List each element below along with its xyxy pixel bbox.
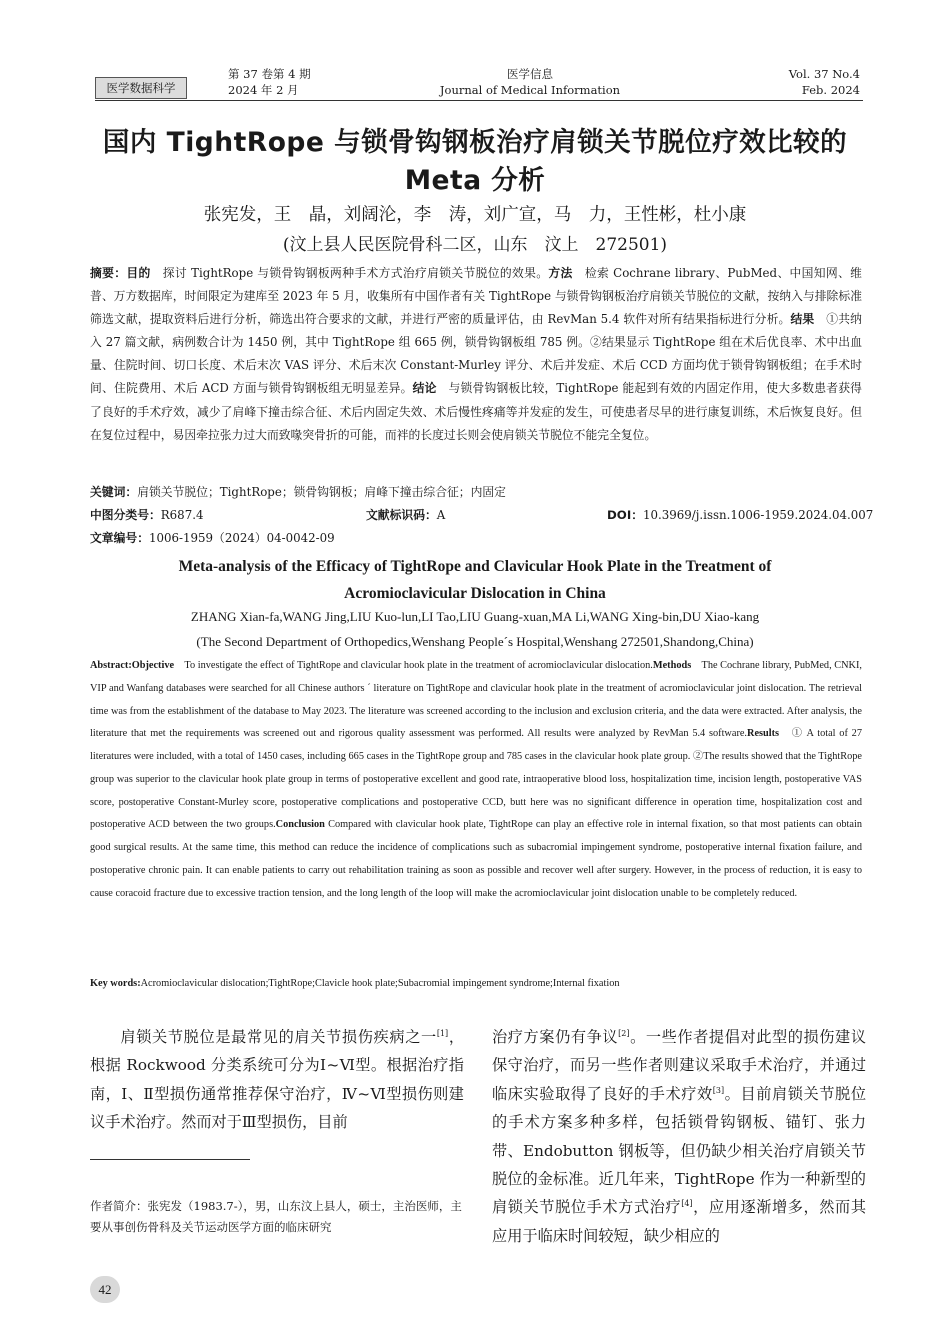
document-code — [366, 504, 445, 526]
abstract-en-label: Abstract: — [90, 660, 132, 671]
header-journal — [380, 66, 680, 98]
body-right-text-d: ，应用逐渐增多，然而其应用于临床时间较短，缺少相应的 — [492, 1198, 867, 1245]
objective-label-en: Objective — [131, 660, 175, 671]
conclusion-label-cn: 结论 — [412, 381, 437, 396]
body-right-text-a: 治疗方案仍有争议 — [492, 1028, 619, 1046]
section-label: 医学数据科学 — [95, 77, 187, 99]
body-right-text-c: 。目前肩锁关节脱位的手术方案多种多样，包括锁骨钩钢板、锚钉、张力带、Endobutton 钢板等，但仍缺少相关治疗肩锁关节脱位的金标准。近几年来，TightRope 作为一种新型的肩锁关节脱位手术方式治疗 — [492, 1084, 867, 1217]
affiliation: (汶上县人民医院骨科二区，山东 汶上 272501) — [282, 235, 668, 255]
objective-cn: 探讨 TightRope 与锁骨钩钢板两种手术方式治疗肩锁关节脱位的效果。 — [150, 266, 549, 280]
methods-en: The Cochrane library, PubMed, CNKI, VIP and Wanfang databases were searched for all Chinese authors ´ literature on TightRope and clavicular hook plate in the treatment of acromioclavicular joint dislocation. The retrieval time was from the establishment of the database to May 2023. The literature was screened according to the inclusion and exclusion criteria, and the data were extracted. After analysis, the literature that met the requirements was screened out and rigorous quality assessment was performed. All results were analyzed by RevMan 5.4 software. — [90, 660, 862, 740]
doi — [607, 504, 873, 526]
conclusion-cn: 与锁骨钩钢板比较，TightRope 能起到有效的内固定作用，使大多数患者获得了良好的手术疗效，减少了肩峰下撞击综合征、术后内固定失效、术后慢性疼痛等并发症的发生，可使患者尽早的进行康复训练，术后恢复良好。但在复位过程中，易因牵拉张力过大而致喙突骨折的可能，而袢的长度过长则会使肩锁关节脱位不能完全复位。 — [90, 381, 862, 442]
title-line-1: 国内 TightRope 与锁骨钩钢板治疗肩锁关节脱位疗效比较的 — [102, 127, 848, 158]
abstract-cn — [90, 262, 862, 447]
keywords-en-text: Acromioclavicular dislocation;TightRope;Clavicle hook plate;Subacromial impingement syndrome;Internal fixation — [140, 978, 620, 989]
title-en-line-2: Acromioclavicular Dislocation in China — [344, 585, 606, 602]
body-column-left — [90, 1023, 464, 1137]
conclusion-en: Compared with clavicular hook plate, TightRope can play an effective role in internal fixation, so that most patients can obtain good surgical results. At the same time, this method can reduce the incidence of complications such as subacromial impingement syndrome, postoperative internal fixation failure, and postoperative chronic pain. It can enable patients to carry out rehabilitation training as soon as possible and recover well after surgery. However, in the process of reduction, it is easy to cause coracoid fracture due to excessive traction tension, and the long length of the loop will make the acromioclavicular joint dislocation unable to be completely reduced. — [90, 819, 862, 899]
header-volume-en — [789, 66, 860, 98]
header-volume-cn — [228, 66, 311, 98]
author-list: 张宪发，王 晶，刘阔沦，李 涛，刘广宣，马 力，王性彬，杜小康 — [203, 205, 747, 225]
abstract-en — [90, 655, 862, 906]
results-label-en: Results — [747, 728, 780, 740]
page-number: 42 — [90, 1276, 120, 1303]
article-number — [90, 527, 335, 549]
date-cn: 2024 年 2 月 — [228, 83, 299, 97]
keywords-cn-text: 肩锁关节脱位；TightRope；锁骨钩钢板；肩峰下撞击综合征；内固定 — [137, 485, 506, 499]
doi-value: 10.3969/j.issn.1006-1959.2024.04.007 — [643, 508, 874, 522]
keywords-cn-label: 关键词： — [90, 485, 138, 499]
methods-cn: 检索 Cochrane library、PubMed、中国知网、维普、万方数据库，时间限定为建库至 2023 年 5 月，收集所有中国作者有关 TightRope 与锁骨钩钢板治疗肩锁关节脱位的文献，按纳入与排除标准筛选文献，提取资料后进行分析，筛选出符合要求的文献，并进行严密的质量评估，由 RevMan 5.4 软件对所有结果指标进行分析。 — [90, 266, 862, 327]
methods-label-en: Methods — [652, 660, 692, 671]
doi-label: DOI： — [607, 508, 644, 522]
results-label-cn: 结果 — [790, 312, 815, 327]
journal-name-en: Journal of Medical Information — [439, 83, 621, 97]
journal-name-cn: 医学信息 — [507, 67, 553, 81]
keywords-cn — [90, 481, 862, 503]
keywords-en-label: Key words: — [90, 978, 141, 989]
article-value: 1006-1959（2024）04-0042-09 — [149, 531, 335, 545]
body-column-right — [492, 1023, 866, 1250]
doc-value: A — [436, 508, 446, 522]
author-list-en: ZHANG Xian-fa,WANG Jing,LIU Kuo-lun,LI Tao,LIU Guang-xuan,MA Li,WANG Xing-bin,DU Xiao-kang — [190, 609, 760, 624]
methods-label-cn: 方法 — [548, 266, 573, 280]
doc-label: 文献标识码： — [366, 508, 437, 522]
date-en: Feb. 2024 — [801, 83, 860, 97]
title-en-line-1: Meta-analysis of the Efficacy of TightRope and Clavicular Hook Plate in the Treatment of — [178, 558, 772, 575]
objective-en: To investigate the effect of TightRope and clavicular hook plate in the treatment of acromioclavicular dislocation. — [174, 660, 653, 671]
footnote-divider — [90, 1159, 250, 1160]
abstract-cn-label: 摘要： — [90, 266, 127, 280]
clc-label: 中图分类号： — [90, 508, 161, 522]
body-left-text-b: ，根据 Rockwood 分类系统可分为Ⅰ~Ⅵ型。根据治疗指南，Ⅰ、Ⅱ型损伤通常推荐保守治疗，Ⅳ~Ⅵ型损伤则建议手术治疗。然而对于Ⅲ型损伤，目前 — [90, 1028, 465, 1132]
clc-value: R687.4 — [160, 508, 204, 522]
affiliation-en: (The Second Department of Orthopedics,Wenshang People´s Hospital,Wenshang 272501,Shandong,China) — [196, 634, 754, 649]
body-right-text-b: 。一些作者提倡对此型的损伤建议保守治疗，而另一些作者则建议采取手术治疗，并通过临床实验取得了良好的手术疗效 — [492, 1028, 867, 1103]
conclusion-label-en: Conclusion — [275, 819, 325, 831]
header-divider — [95, 100, 863, 101]
clc-number — [90, 504, 203, 526]
results-en: ① A total of 27 literatures were included, with a total of 1450 cases, including 665 cases in the TightRope group and 785 cases in the clavicular hook plate group. ②The results showed that the TightRope group was superior to the clavicular hook plate group in terms of postoperative excellent and good rate, intraoperative blood loss, hospitalization time, incision length, postoperative VAS score, postoperative Constant-Murley score, postoperative complications and postoperative CCD, butt here was no significant difference in operation time, hospitalization cost and postoperative ACD between the two groups. — [90, 728, 862, 831]
volume-cn: 第 37 卷第 4 期 — [228, 67, 311, 81]
paper-title — [60, 124, 890, 200]
body-left-text-a: 肩锁关节脱位是最常见的肩关节损伤疾病之一 — [120, 1028, 437, 1046]
title-line-2: Meta 分析 — [404, 165, 546, 196]
citation-4[interactable]: [4] — [681, 1199, 693, 1209]
author-footnote: 作者简介：张宪发（1983.7-），男，山东汶上县人，硕士，主治医师，主要从事创伤骨科及关节运动医学方面的临床研究 — [90, 1199, 462, 1234]
keywords-en — [90, 973, 862, 995]
citation-3[interactable]: [3] — [712, 1085, 725, 1095]
article-label: 文章编号： — [90, 531, 149, 545]
results-cn: ①共纳入 27 篇文献，病例数合计为 1450 例，其中 TightRope 组 665 例，锁骨钩钢板组 785 例。②结果显示 TightRope 组在术后优良率、术中出血量、住院时间、切口长度、术后末次 VAS 评分、术后末次 Constant-Murley 评分、术后并发症、术后 CCD 方面均优于锁骨钩钢板组；在手术时间、住院费用、术后 ACD 方面与锁骨钩钢板组无明显差异。 — [90, 312, 862, 396]
paper-title-en — [100, 553, 850, 607]
objective-label-cn: 目的 — [126, 266, 151, 280]
citation-1[interactable]: [1] — [436, 1028, 449, 1038]
citation-2[interactable]: [2] — [618, 1028, 630, 1038]
volume-en: Vol. 37 No.4 — [788, 67, 860, 81]
